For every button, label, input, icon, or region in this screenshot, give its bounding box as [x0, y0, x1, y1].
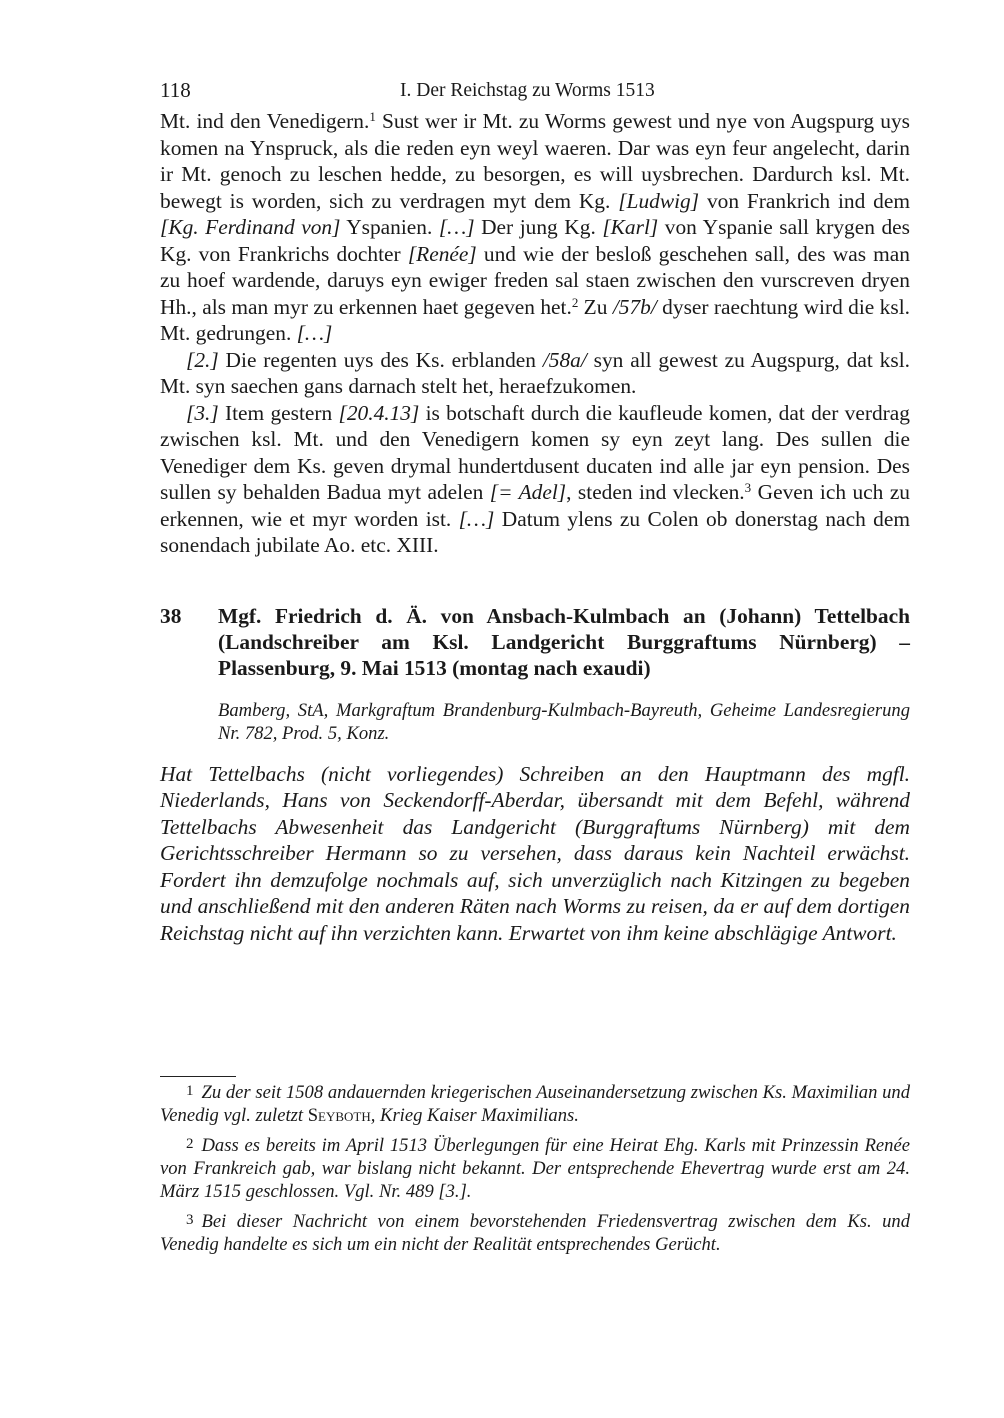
- page-number: 118: [160, 78, 191, 102]
- footnote-number: 3: [186, 1212, 194, 1228]
- page: [160, 78, 910, 946]
- footnote-ref-3[interactable]: 3: [744, 480, 752, 495]
- paragraph-1: Mt. ind den Venedigern.$^1$ Sust wer ir Mt. zu Worms gewest und nye von Augspurg uys komen na Ynspruck, als die reden eyn weyl waeren. Dar was eyn feur angelecht, darin ir Mt. genoch zu leschen hedde, zu besorgen, es will uysbrechen. Dardurch ksl. Mt. bewegt is worden, sich zu verdragen myt dem Kg. [Ludwig] von Frankrich ind dem [Kg. Ferdinand von] Yspanien. […] Der jung Kg. [Karl] von Yspanie sall krygen des Kg. von Frankrichs dochter [Renée] und wie der besloß geschehen sall, des was man zu hoef wardende, daruys eyn ewiger freden sal staen zwischen den vurscreven dryen Hh., als man myr zu erkennen haet gegeven het.$^2$ Zu /57b/ dyser raechtung wird die ksl. Mt. gedrungen. […]: [160, 109, 910, 345]
- footnote-3: 3 Bei dieser Nachricht von einem bevorstehenden Friedensvertrag zwischen dem Ks. und Venedig handelte es sich um ein nicht der Realität entsprechendes Gerücht.: [160, 1211, 910, 1255]
- document-title: Mgf. Friedrich d. Ä. von Ansbach-Kulmbach an (Johann) Tettelbach (Landschreiber am Ksl. Landgericht Burggraftums Nürnberg) – Plassenburg, 9. Mai 1513 (montag nach exaudi): [218, 603, 910, 680]
- paragraph-2: [2.] Die regenten uys des Ks. erblanden /58a/ syn all gewest zu Augspurg, dat ksl. Mt. syn saechen gans darnach stelt het, heraefzukomen.: [160, 347, 910, 398]
- letter-body: [160, 108, 910, 559]
- footnote-separator: [160, 1076, 236, 1077]
- document-heading: [160, 603, 910, 681]
- running-title: I. Der Reichstag zu Worms 1513: [400, 80, 655, 101]
- footnote-2: 2 Dass es bereits im April 1513 Überlegungen für eine Heirat Ehg. Karls mit Prinzessin Renée von Frankreich gab, war bislang nicht bekannt. Der entsprechende Ehevertrag wurde erst am 24. März 1515 geschlossen. Vgl. Nr. 489 [3.].: [160, 1135, 910, 1202]
- footnotes: [160, 1080, 910, 1262]
- footnote-ref-2[interactable]: 2: [571, 294, 579, 310]
- document-number: 38: [160, 603, 182, 628]
- footnote-1: 1 Zu der seit 1508 andauernden kriegerischen Auseinandersetzung zwischen Ks. Maximilian und Venedig vgl. zuletzt Seyboth, Krieg Kaiser Maximilians.: [160, 1082, 910, 1126]
- running-head: [160, 78, 910, 108]
- footnote-number: 1: [186, 1083, 194, 1099]
- footnote-number: 2: [186, 1136, 194, 1152]
- document-summary: Hat Tettelbachs (nicht vorliegendes) Schreiben an den Hauptmann des mgfl. Niederlands, Hans von Seckendorff-Aberdar, übersandt mit dem Befehl, während Tettelbachs Abwesenheit das Landgericht (Burggraftums Nürnberg) mit dem Gerichtsschreiber Hermann so zu versehen, dass daraus kein Nachteil erwächst. Fordert ihn demzufolge nochmals auf, sich unverzüglich nach Kitzingen zu begeben und anschließend mit den anderen Räten nach Worms zu reisen, da er auf dem dortigen Reichstag nicht auf ihn verzichten kann. Erwartet von ihm keine abschlägige Antwort.: [160, 761, 910, 945]
- paragraph-3: [3.] Item gestern [20.4.13] is botschaft durch die kaufleude komen, dat der verdrag zwischen ksl. Mt. und den Venedigern komen sy eyn zeyt lang. Des sullen die Venediger dem Ks. geven drymal hundertdusent ducaten ind alle jar eyn pension. Des sullen sy behalden Badua myt adelen [= Adel], steden ind vlecken.$^3$ Geven ich uch zu erkennen, wie et myr worden ist. […] Datum ylens zu Colen ob donerstag nach dem sonendach jubilate Ao. etc. XIII.: [160, 400, 911, 557]
- footnote-ref-1[interactable]: 1: [369, 109, 376, 124]
- source-note: Bamberg, StA, Markgraftum Brandenburg-Kulmbach-Bayreuth, Geheime Landesregierung Nr. 782, Prod. 5, Konz.: [218, 699, 910, 744]
